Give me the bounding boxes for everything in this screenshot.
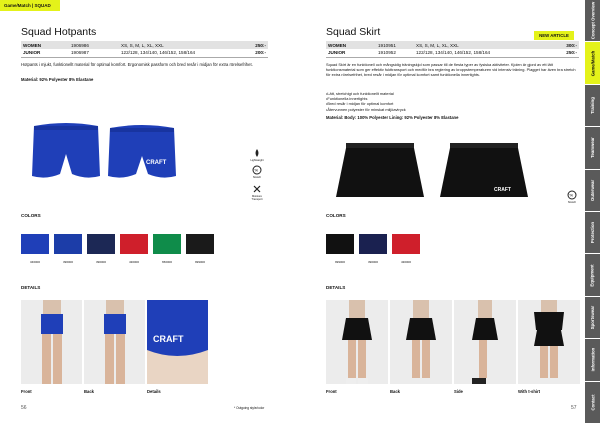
moisture-transport-icon: Moisture Transport: [250, 184, 264, 201]
color-code-label: 650000: [161, 260, 172, 264]
skirt-back-photo: [390, 300, 452, 384]
list-item: •Funktionella innertights: [326, 96, 368, 102]
table-row: WOMEN 1910951 XS, S, M, L, XL, XXL 300:-: [328, 42, 577, 48]
skirt-bullets: [326, 91, 526, 112]
photo-label-with-tshirt: With t-shirt: [518, 389, 541, 394]
sidebar-tab-label: Information: [590, 348, 596, 372]
skirt-back-image: [440, 143, 528, 197]
hotpants-front-image: [32, 123, 100, 178]
hotpants-back-image: [108, 125, 176, 178]
section-sidebar: [585, 0, 600, 424]
page-title-skirt: Squad Skirt: [326, 26, 381, 38]
photo-label-front: Front: [21, 389, 32, 394]
sidebar-tab-sportswear[interactable]: [585, 297, 600, 339]
skirt-tshirt-photo: [518, 300, 580, 384]
photo-label-side: Side: [454, 389, 463, 394]
sidebar-tab-label: Contact: [590, 394, 595, 411]
color-swatch: [359, 234, 387, 254]
section-tag: Game/Match | SQUAD: [0, 0, 60, 11]
sidebar-tab-teamwear[interactable]: [585, 127, 600, 169]
sidebar-tab-contact[interactable]: [585, 382, 600, 424]
color-swatch: [21, 234, 49, 254]
skirt-material: Material: Body: 100% Polyester Lining: 92% Polyester 8% Elastane: [326, 115, 459, 120]
table-row: JUNIOR 1906987 122/128, 134/140, 146/152, 158/164 200:-: [23, 50, 266, 56]
table-row: WOMEN 1906986 XS, S, M, L, XL, XXL 250:-: [23, 42, 266, 48]
page-number-left: 56: [21, 405, 27, 411]
color-code-label: 999000: [194, 260, 205, 264]
stretch-icon: % Stretch: [567, 192, 577, 204]
sidebar-tab-equipment[interactable]: [585, 254, 600, 296]
sidebar-tab-concept-overview[interactable]: [585, 0, 600, 42]
svg-text:CRAFT: CRAFT: [494, 187, 511, 193]
colors-heading: COLORS: [326, 213, 346, 218]
list-item: •Återvunnen polyester för minskat miljöavtryck: [326, 106, 406, 112]
svg-text:%: %: [254, 167, 259, 173]
color-code-label: 430000: [400, 260, 411, 264]
sidebar-tab-game-match[interactable]: [585, 42, 600, 84]
hotpants-back-photo: [84, 300, 145, 384]
photo-label-front: Front: [326, 389, 337, 394]
color-swatch: [153, 234, 181, 254]
list-item: •Bred resår i midjan för optimal komfort: [326, 101, 394, 107]
color-code-label: 390000: [367, 260, 378, 264]
hotpants-description: Hotpants i mjukt, funktionellt material för optimal komfort. Ergonomisk passform och bred resår i midjan för extra rörelsefrihet.: [21, 62, 253, 67]
hotpants-product-images: [28, 114, 178, 194]
list-item: •Lätt, stretchigt och funktionellt material: [326, 91, 394, 96]
color-swatch: [87, 234, 115, 254]
hotpants-material: Material: 92% Polyester 8% Elastane: [21, 77, 94, 82]
color-swatch: [392, 234, 420, 254]
skirt-spec-table: [326, 41, 579, 58]
skirt-side-photo: [454, 300, 516, 384]
color-code-label: 999000: [334, 260, 345, 264]
skirt-description: Squad Skirt är en funktionell och mångsidig träningskjol som passar till de flesta typer av fysiska aktiviteter. Kjolen är gjord av ett lätt funktionsmaterial som ger effektiv fukttransport och medför bra reglering av kroppstemperaturen vid intensiv träning. Plagget har även bra stretch för extra rörelsefrihet, bred resår i midjan för optimal komfort samt funktionella innertights.: [326, 62, 576, 78]
brand-logo: CRAFT: [153, 334, 184, 344]
photo-label-details: Details: [147, 389, 161, 394]
new-article-badge: NEW ARTICLE: [534, 31, 574, 40]
hotpants-detail-photo: [147, 300, 208, 384]
svg-text:CRAFT: CRAFT: [146, 160, 167, 166]
stretch-icon: % Stretch: [252, 167, 262, 179]
sidebar-tab-information[interactable]: [585, 339, 600, 381]
sidebar-tab-label: Game/Match: [590, 50, 595, 76]
hotpants-spec-table: [21, 41, 268, 58]
skirt-front-image: [336, 143, 424, 197]
sidebar-tab-label: Outerwear: [590, 179, 596, 201]
table-row: JUNIOR 1910952 122/128, 134/140, 146/152, 158/164 250:-: [328, 50, 577, 56]
sidebar-tab-outerwear[interactable]: [585, 170, 600, 212]
colors-heading: COLORS: [21, 213, 41, 218]
details-heading: DETAILS: [21, 285, 41, 290]
sidebar-tab-label: Sportswear: [590, 305, 595, 330]
color-code-label: 396000: [62, 260, 73, 264]
lightweight-icon: Lightweight: [250, 148, 264, 162]
sidebar-tab-protection[interactable]: [585, 212, 600, 254]
color-code-label: 390000: [95, 260, 106, 264]
page-title-hotpants: Squad Hotpants: [21, 26, 97, 38]
sidebar-tab-label: Teamwear: [590, 137, 596, 159]
svg-text:%: %: [569, 192, 574, 198]
color-swatch: [186, 234, 214, 254]
details-heading: DETAILS: [326, 285, 346, 290]
color-swatch: [120, 234, 148, 254]
page-number-right: 57: [571, 405, 577, 411]
sidebar-tab-training[interactable]: [585, 85, 600, 127]
photo-label-back: Back: [390, 389, 401, 394]
color-code-label: 346000: [29, 260, 40, 264]
skirt-product-images: [330, 135, 540, 215]
color-swatch: [326, 234, 354, 254]
sidebar-tab-label: Concept Overview: [590, 1, 595, 40]
sidebar-tab-label: Protection: [590, 222, 595, 244]
footnote: * Outgoing style/color: [234, 406, 265, 410]
color-code-label: 430000: [128, 260, 139, 264]
skirt-front-photo: [326, 300, 388, 384]
hotpants-front-photo: [21, 300, 82, 384]
color-swatch: [54, 234, 82, 254]
sidebar-tab-label: Equipment: [590, 263, 596, 287]
sidebar-tab-label: Training: [590, 97, 595, 114]
photo-label-back: Back: [84, 389, 95, 394]
